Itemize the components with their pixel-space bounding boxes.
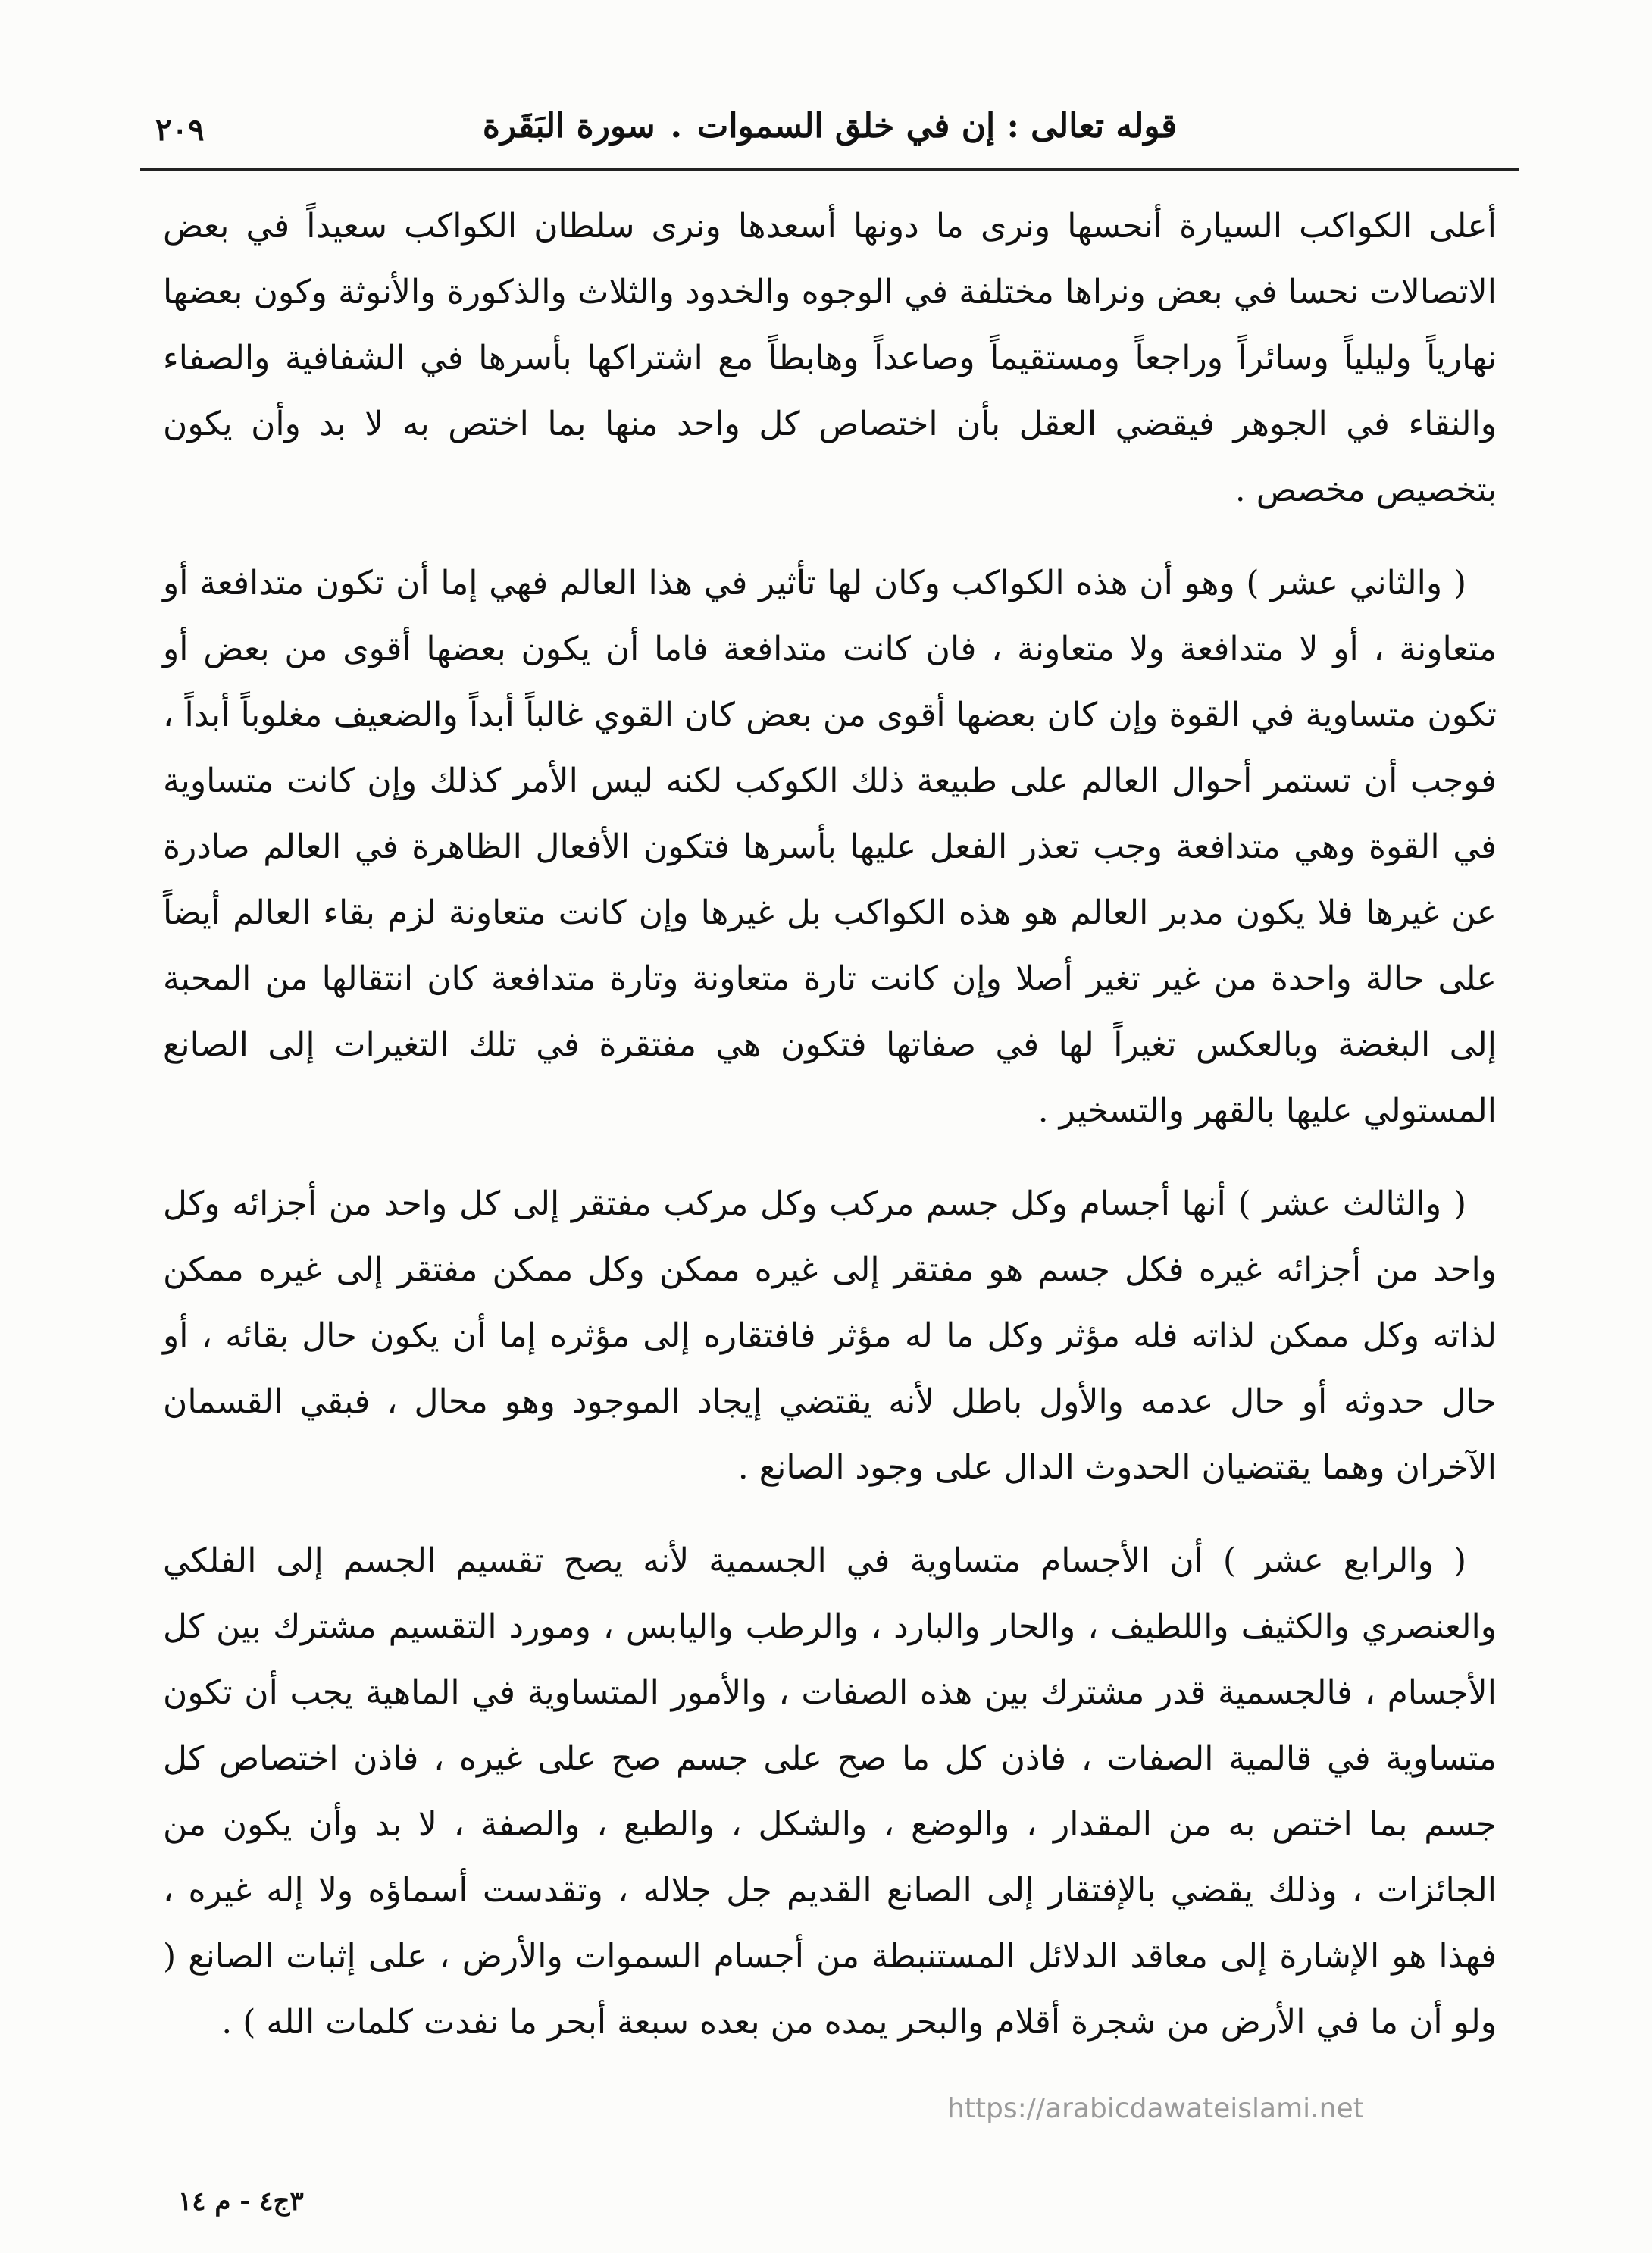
printer-signature: ٣ج٤ - م ١٤ <box>178 2186 304 2217</box>
running-title-surah: سورة البَقَرة <box>482 106 655 146</box>
paragraph-4: ( والرابع عشر ) أن الأجسام متساوية في الجسمية لأنه يصح تقسيم الجسم إلى الفلكي والعنصري والكثيف واللطيف ، والحار والبارد ، والرطب واليابس ، ومورد التقسيم مشترك بين كل الأجسام ، فالجسمية قدر مشترك بين هذه الصفات ، والأمور المتساوية في الماهية يجب أن تكون متساوية في قالمية الصفات ، فاذن كل ما صح على جسم صح على غيره ، فاذن اختصاص كل جسم بما اختص به من المقدار ، والوضع ، والشكل ، والطبع ، والصفة ، لا بد وأن يكون من الجائزات ، وذلك يقضي بالإفتقار إلى الصانع القديم جل جلاله ، وتقدست أسماؤه ولا إله غيره ، فهذا هو الإشارة إلى معاقد الدلائل المستنبطة من أجسام السموات والأرض ، على إثبات الصانع ( ولو أن ما في الأرض من شجرة أقلام والبحر يمده من بعده سبعة أبحر ما نفدت كلمات الله ) . <box>163 1541 1497 2042</box>
paragraph-2: ( والثاني عشر ) وهو أن هذه الكواكب وكان لها تأثير في هذا العالم فهي إما أن تكون متدافعة أو متعاونة ، أو لا متدافعة ولا متعاونة ، فان كانت متدافعة فاما أن يكون بعضها أقوى من بعض أو تكون متساوية في القوة وإن كان بعضها أقوى من بعض كان القوي غالباً أبداً والضعيف مغلوباً أبداً ، فوجب أن تستمر أحوال العالم على طبيعة ذلك الكوكب لكنه ليس الأمر كذلك وإن كانت متساوية في القوة وهي متدافعة وجب تعذر الفعل عليها بأسرها فتكون الأفعال الظاهرة في العالم صادرة عن غيرها فلا يكون مدبر العالم هو هذه الكواكب بل غيرها وإن كانت متعاونة لزم بقاء العالم أيضاً على حالة واحدة من غير تغير أصلا وإن كانت تارة متعاونة وتارة متدافعة كان انتقالها من المحبة إلى البغضة وبالعكس تغيراً لها في صفاتها فتكون هي مفتقرة في تلك التغيرات إلى الصانع المستولي عليها بالقهر والتسخير . <box>163 564 1497 1130</box>
paragraph-1: أعلى الكواكب السيارة أنحسها ونرى ما دونها أسعدها ونرى سلطان الكواكب سعيداً في بعض الاتصالات نحسا في بعض ونراها مختلفة في الوجوه والخدود والثلاث والذكورة والأنوثة وكون بعضها نهارياً وليلياً وسائراً وراجعاً ومستقيماً وصاعداً وهابطاً مع اشتراكها بأسرها في الشفافية والصفاء والنقاء في الجوهر فيقضي العقل بأن اختصاص كل واحد منها بما اختص به لا بد وأن يكون بتخصيص مخصص . <box>163 207 1497 509</box>
paragraph-3: ( والثالث عشر ) أنها أجسام وكل جسم مركب وكل مركب مفتقر إلى كل واحد من أجزائه وكل واحد من أجزائه غيره فكل جسم هو مفتقر إلى غيره ممكن وكل ممكن مفتقر إلى غيره ممكن لذاته وكل ممكن لذاته فله مؤثر وكل ما له مؤثر فافتقاره إلى مؤثره إما أن يكون حال بقائه ، أو حال حدوثه أو حال عدمه والأول باطل لأنه يقتضي إيجاد الموجود وهو محال ، فبقي القسمان الآخران وهما يقتضيان الحدوث الدال على وجود الصانع . <box>163 1184 1497 1487</box>
running-title-separator: . <box>670 106 682 146</box>
running-title-verse: قوله تعالى : إن في خلق السموات <box>696 106 1178 146</box>
running-title <box>483 107 1177 146</box>
page-number: ٢٠٩ <box>155 112 205 148</box>
page-footer <box>163 2152 1497 2217</box>
document-page <box>155 83 1497 2217</box>
page-body <box>163 171 1497 2055</box>
watermark-url: https://arabicdawateislami.net <box>947 2093 1364 2124</box>
page-header <box>140 83 1519 171</box>
